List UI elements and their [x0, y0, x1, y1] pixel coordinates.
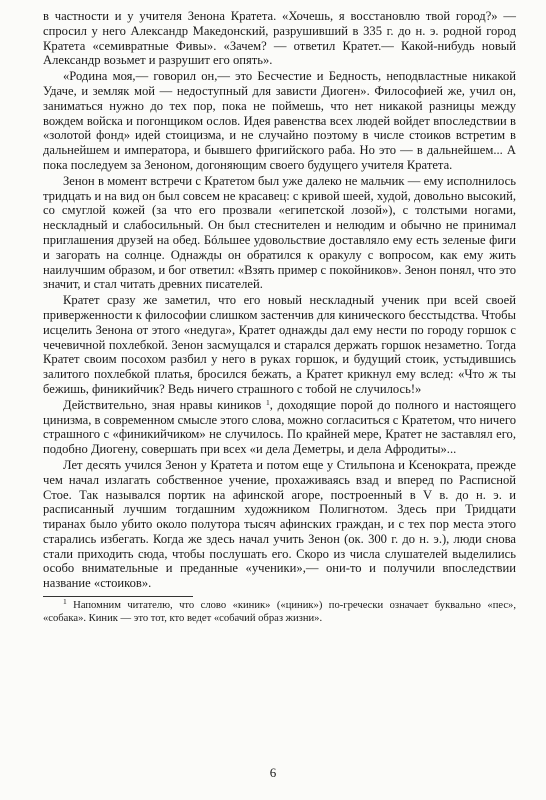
- page-number: 6: [269, 765, 277, 780]
- body-text: [43, 9, 516, 591]
- paragraph-5-end: , доходящие порой до полного и настоящего цинизма, в современном смысле этого слова, можно согласиться с Кратетом, что ничего страшного с «финикийчиком» не случилось. По крайней мере, Кратет не заставлял его, подобно Диогену, совершать при всех «и дела Деметры, и дела Афродиты»...: [43, 397, 516, 457]
- paragraph-5-start: Действительно, зная нравы киников: [63, 397, 262, 412]
- paragraph-4: Кратет сразу же заметил, что его новый нескладный ученик при всей своей приверженности к философии слишком застенчив для кинического бесстыдства. Чтобы исцелить Зенона от этого «недуга», Кратет однажды дал ему нести по городу горшок с чечевичной похлебкой. Зенон засмущался и старался держать горшок незаметно. Тогда Кратет своим посохом разбил у него в руках горшок, и будущий стоик, устыдившись залитого похлебкой платья, бросился бежать, а Кратет крикнул ему вслед: «Что ж ты бежишь, финикийчик? Ведь ничего страшного с тобой не случилось!»: [43, 293, 516, 396]
- footnote-reference[interactable]: 1: [266, 397, 270, 407]
- paragraph-3: Зенон в момент встречи с Кратетом был уже далеко не мальчик — ему исполнилось тридцать и на вид он был совсем не красавец: с кривой шеей, худой, довольно высокий, со смуглой кожей (за что его прозвали «египетской лозой»), с толстыми ногами, нескладный и слабосильный. Он был стеснителен и нелюдим и обычно не принимал приглашения друзей на обед. Бóльшее удовольствие доставляло ему есть зеленые фиги и загорать на солнце. Однажды он обратился к оракулу с вопросом, как ему жить наилучшим образом, и бог ответил: «Взять пример с покойников». Зенон понял, что это значит, и стал читать древних писателей.: [43, 173, 516, 292]
- footnote-text: Напомним читателю, что слово «киник» («циник») по-гречески означает буквально «пес», «собака». Киник — это тот, кто ведет «собачий образ жизни».: [43, 600, 516, 624]
- footnote: [43, 597, 516, 625]
- paragraph-6: Лет десять учился Зенон у Кратета и потом еще у Стильпона и Ксенократа, прежде чем начал излагать собственное учение, прохаживаясь взад и вперед по Расписной Стое. Так назывался портик на афинской агоре, построенный в V в. до н. э. и расписанный лучшим тогдашним художником Полигнотом. Здесь при Тридцати тиранах было убито около полутора тысяч афинских граждан, и с тех пор места этого старались избегать. Когда же здесь начал учить Зенон (ок. 300 г. до н. э.), люди снова стали приходить сюда, чтобы послушать его. Скоро из числа слушателей выделились особо внимательные и преданные «ученики»,— они-то и получили впоследствии название «стоиков».: [43, 457, 516, 591]
- paragraph-2: «Родина моя,— говорил он,— это Бесчестие и Бедность, неподвластные никакой Удаче, и земляк мой — недоступный для зависти Диоген». Философией же, учил он, заниматься нужно до тех пор, пока не поймешь, что нет никакой разницы между вождем войска и погонщиком ослов. Идея равенства всех людей войдет впоследствии в «золотой фонд» идей стоицизма, и не случайно поэтому в числе стоиков встретим в дальнейшем и императора, и бывшего фригийского раба. Но это — в дальнейшем... А пока последуем за Зеноном, догоняющим своего будущего учителя Кратета.: [43, 69, 516, 172]
- footnote-number: 1: [63, 597, 67, 607]
- paragraph-5: [43, 398, 516, 457]
- paragraph-1: в частности и у учителя Зенона Кратета. «Хочешь, я восстановлю твой город?» — спросил у него Александр Македонский, разрушивший в 335 г. до н. э. родной город Кратета «семивратные Фивы». «Зачем? — ответил Кратет.— Какой-нибудь новый Александр возьмет и разрушит его опять».: [43, 9, 516, 68]
